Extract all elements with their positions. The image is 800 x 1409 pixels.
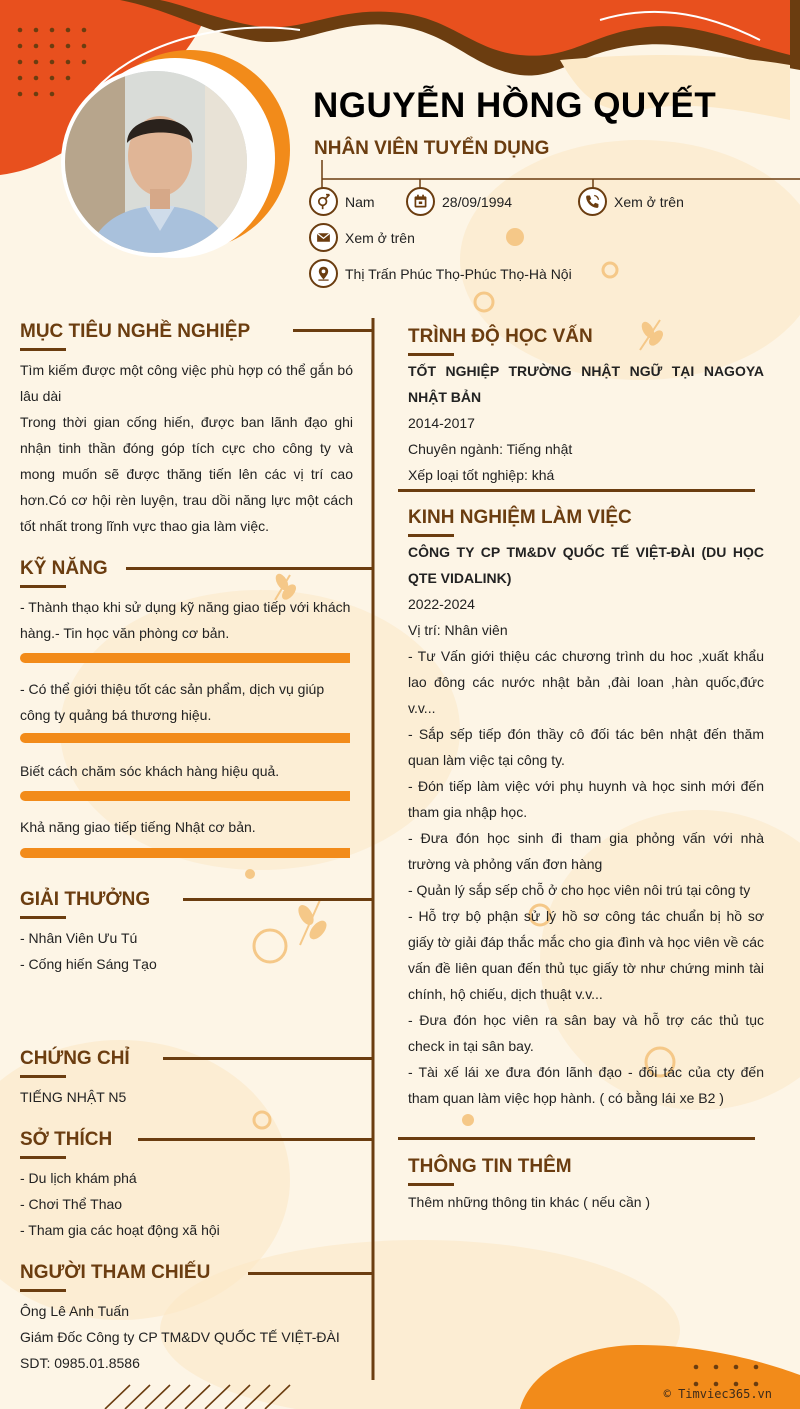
reference-phone: SDT: 0985.01.8586 bbox=[20, 1355, 140, 1371]
education-title: TRÌNH ĐỘ HỌC VẤN bbox=[408, 326, 593, 347]
skills-title: KỸ NĂNG bbox=[20, 558, 108, 579]
career-goal-underline bbox=[20, 348, 66, 351]
gender-icon bbox=[309, 187, 338, 216]
phone-icon bbox=[578, 187, 607, 216]
award-item: - Cống hiến Sáng Tạo bbox=[20, 956, 157, 972]
experience-duty: - Đưa đón học sinh đi tham gia phỏng vấn với nhà trường và phỏng vấn đơn hàng bbox=[408, 830, 764, 872]
awards-title: GIẢI THƯỞNG bbox=[20, 889, 151, 910]
hobbies-underline bbox=[20, 1156, 66, 1159]
birthday-item bbox=[406, 187, 512, 216]
gender-value: Nam bbox=[345, 193, 375, 210]
reference-name: Ông Lê Anh Tuấn bbox=[20, 1303, 129, 1319]
references-title: NGƯỜI THAM CHIẾU bbox=[20, 1262, 211, 1283]
extra-underline bbox=[408, 1183, 454, 1186]
skill-bar-1 bbox=[20, 653, 350, 663]
experience-position: Vị trí: Nhân viên bbox=[408, 622, 508, 638]
experience-duty: - Hỗ trợ bộ phận sử lý hồ sơ công tác chuẩn bị hồ sơ giấy tờ giải đáp thắc mắc cho gia đình và học viên về các vấn đề liên quan đến thủ tục giấy tờ như chứng minh tài chính, hộ chiếu, dịch thuật v.v... bbox=[408, 908, 764, 1002]
experience-duty: - Tư Vấn giới thiệu các chương trình du hoc ,xuất khẩu lao đông các nước nhật bản ,đài loan ,hàn quốc,đức v.v... bbox=[408, 648, 764, 716]
education-major: Chuyên ngành: Tiếng nhật bbox=[408, 441, 573, 457]
hobby-item: - Chơi Thể Thao bbox=[20, 1196, 123, 1212]
skill-bar-4 bbox=[20, 848, 350, 858]
certificates-line bbox=[163, 1057, 373, 1060]
address-item bbox=[309, 259, 572, 288]
experience-duty: - Sắp sếp tiếp đón thầy cô đối tác bên nhật đến thăm quan làm việc tại công ty. bbox=[408, 726, 764, 768]
experience-company: CÔNG TY CP TM&DV QUỐC TẾ VIỆT-ĐÀI (DU HỌC QTE VIDALINK) bbox=[408, 544, 764, 586]
reference-position: Giám Đốc Công ty CP TM&DV QUỐC TẾ VIỆT-ĐÀI bbox=[20, 1329, 340, 1345]
hobby-item: - Du lịch khám phá bbox=[20, 1170, 137, 1186]
experience-duty: - Tài xế lái xe đưa đón lãnh đạo - đối tác của cty đến tham quan làm việc họp hành. ( có bằng lái xe B2 ) bbox=[408, 1064, 764, 1106]
skill-bar-3 bbox=[20, 791, 350, 801]
experience-content bbox=[408, 539, 764, 1111]
references-list bbox=[20, 1298, 365, 1376]
career-goal-line-2: Trong thời gian cống hiến, được ban lãnh đạo ghi nhận tinh thần đóng góp tích cực cho công ty và mong muốn sẽ được thăng tiến lên các vị trí cao hơn.Có cơ hội rèn luyện, trau dồi năng lực một cách tốt nhất trong lĩnh vực thao gia làm việc. bbox=[20, 414, 353, 534]
watermark: © Timviec365.vn bbox=[663, 1387, 772, 1401]
avatar bbox=[61, 67, 251, 257]
experience-duty: - Đón tiếp làm việc với phụ huynh và học sinh mới đến tham gia nhập học. bbox=[408, 778, 764, 820]
experience-period: 2022-2024 bbox=[408, 596, 475, 612]
email-value: Xem ở trên bbox=[345, 229, 415, 246]
education-grade: Xếp loại tốt nghiệp: khá bbox=[408, 467, 555, 483]
calendar-icon bbox=[406, 187, 435, 216]
skills-line bbox=[126, 567, 373, 570]
hobbies-line bbox=[138, 1138, 373, 1141]
experience-duty: - Đưa đón học viên ra sân bay và hỗ trợ các thủ tục check in tại sân bay. bbox=[408, 1012, 764, 1054]
phone-value: Xem ở trên bbox=[614, 193, 684, 210]
education-content bbox=[408, 358, 764, 488]
career-goal-text bbox=[20, 357, 353, 539]
career-goal-line bbox=[293, 329, 373, 332]
skill-item-3: Biết cách chăm sóc khách hàng hiệu quả. bbox=[20, 763, 280, 779]
certificates-title: CHỨNG CHỈ bbox=[20, 1048, 130, 1069]
birthday-value: 28/09/1994 bbox=[442, 193, 513, 210]
extra-text: Thêm những thông tin khác ( nếu cần ) bbox=[408, 1194, 651, 1210]
hobby-item: - Tham gia các hoạt động xã hội bbox=[20, 1222, 220, 1238]
job-title: NHÂN VIÊN TUYỂN DỤNG bbox=[314, 138, 550, 159]
awards-underline bbox=[20, 916, 66, 919]
awards-list bbox=[20, 925, 353, 977]
references-line bbox=[248, 1272, 373, 1275]
hobbies-title: SỞ THÍCH bbox=[20, 1129, 113, 1150]
experience-underline bbox=[408, 534, 454, 537]
award-item: - Nhân Viên Ưu Tú bbox=[20, 930, 138, 946]
education-bottom-line bbox=[398, 489, 755, 492]
experience-duty: - Quản lý sắp sếp chỗ ở cho học viên nôi trú tại công ty bbox=[408, 882, 751, 898]
awards-line bbox=[183, 898, 373, 901]
skill-item-4: Khả năng giao tiếp tiếng Nhật cơ bản. bbox=[20, 819, 256, 835]
education-underline bbox=[408, 353, 454, 356]
skill-item-2: - Có thể giới thiệu tốt các sản phẩm, dịch vụ giúp công ty quảng bá thương hiệu. bbox=[20, 681, 325, 723]
location-icon bbox=[309, 259, 338, 288]
extra-title: THÔNG TIN THÊM bbox=[408, 1156, 572, 1177]
career-goal-title: MỤC TIÊU NGHỀ NGHIỆP bbox=[20, 321, 251, 342]
skills-underline bbox=[20, 585, 66, 588]
gender-item bbox=[309, 187, 375, 216]
certificates-underline bbox=[20, 1075, 66, 1078]
experience-bottom-line bbox=[398, 1137, 755, 1140]
education-period: 2014-2017 bbox=[408, 415, 475, 431]
candidate-name: NGUYỄN HỒNG QUYẾT bbox=[313, 86, 717, 125]
references-underline bbox=[20, 1289, 66, 1292]
address-value: Thị Trấn Phúc Thọ-Phúc Thọ-Hà Nội bbox=[345, 265, 572, 282]
experience-title: KINH NGHIỆM LÀM VIỆC bbox=[408, 507, 632, 528]
hobbies-list bbox=[20, 1165, 353, 1243]
avatar-photo bbox=[65, 71, 251, 257]
phone-item bbox=[578, 187, 684, 216]
email-item bbox=[309, 223, 415, 252]
skill-bar-2 bbox=[20, 733, 350, 743]
career-goal-line-1: Tìm kiếm được một công việc phù hợp có thể gắn bó lâu dài bbox=[20, 362, 353, 404]
email-icon bbox=[309, 223, 338, 252]
skill-item-1: - Thành thạo khi sử dụng kỹ năng giao tiếp với khách hàng.- Tin học văn phòng cơ bản. bbox=[20, 599, 351, 641]
certificate-item: TIẾNG NHẬT N5 bbox=[20, 1089, 127, 1105]
education-school: TỐT NGHIỆP TRƯỜNG NHẬT NGỮ TẠI NAGOYA NHẬT BẢN bbox=[408, 363, 764, 405]
